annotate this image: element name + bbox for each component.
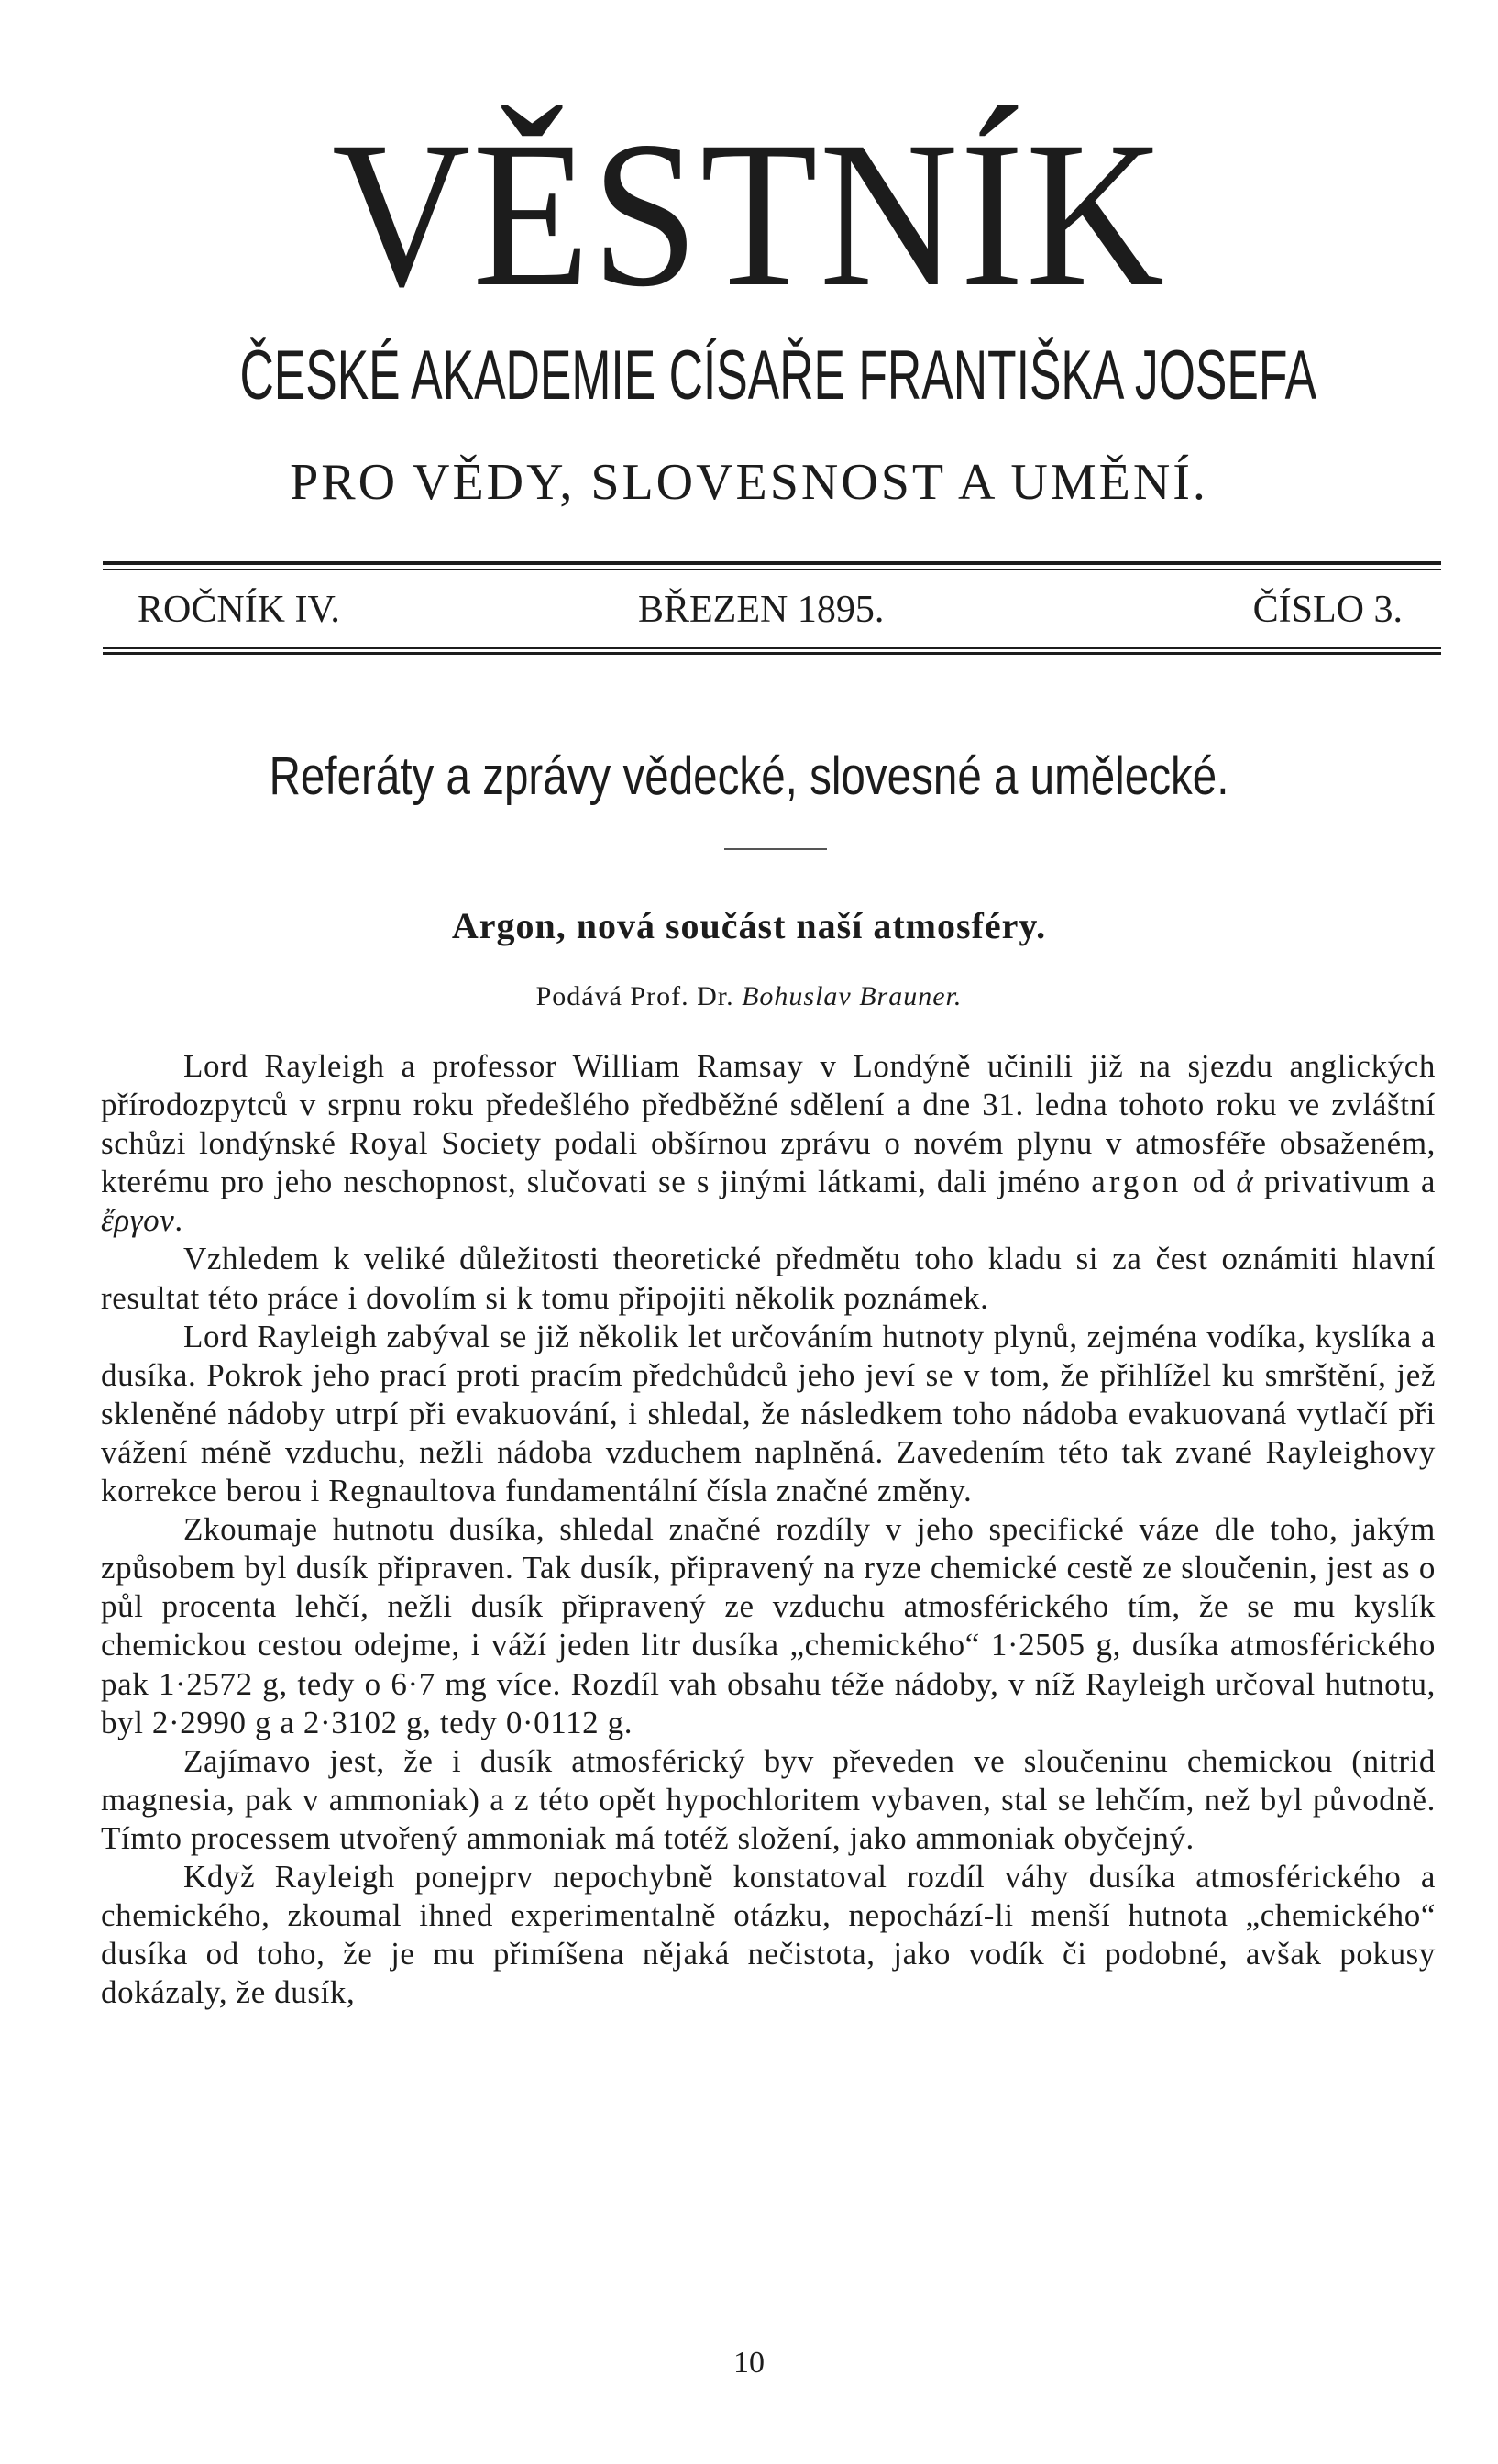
section-heading: Referáty a zprávy vědecké, slovesné a umělecké. <box>269 746 1229 806</box>
paragraph-6: Když Rayleigh ponejprv nepochybně konstatoval rozdíl váhy dusíka atmosférického a chemického, zkoumal ihned experimentalně otázku, nepochází-li menší hutnota „chemického“ dusíka od toho, že je mu přimíšena nějaká nečistota, jako vodík či podobné, avšak pokusy dokázaly, že dusík, <box>101 1858 1436 2011</box>
greek-alpha: ἀ <box>1236 1164 1254 1200</box>
byline-author: Bohuslav Brauner. <box>742 981 963 1011</box>
issue-volume: ROČNÍK IV. <box>138 589 340 631</box>
paragraph-5: Zajímavo jest, že i dusík atmosférický byv převeden ve sloučeninu chemickou (nitrid magnesia, pak v ammoniak) a z této opět hypochloritem vybaven, stal se lehčím, než byl původně. Tímto processem utvořený ammoniak má totéž složení, jako ammoniak obyčejný. <box>101 1742 1436 1856</box>
issue-number: ČÍSLO 3. <box>1252 589 1403 631</box>
paragraph-4: Zkoumaje hutnotu dusíka, shledal značné rozdíly v jeho specifické váze dle toho, jakým způsobem byl dusík připraven. Tak dusík, připravený na ryze chemické cestě ze sloučenin, jest as o půl procenta lehčí, nežli dusík připravený ze vzduchu atmosférického tím, že se mu kyslík chemickou cestou odejme, i váží jeden litr dusíka „chemického“ 1·2505 g, dusíka atmosférického pak 1·2572 g, tedy o 6·7 mg více. Rozdíl vah obsahu téže nádoby, v níž Rayleigh určoval hutnotu, byl 2·2990 g a 2·3102 g, tedy 0·0112 g. <box>101 1511 1436 1740</box>
header-rule-bottom-thin <box>103 647 1441 649</box>
paragraph-1-text-b: od <box>1182 1164 1237 1200</box>
header-rule-top <box>103 561 1441 565</box>
header-rule-bottom <box>103 652 1441 655</box>
page-number: 10 <box>733 2346 765 2380</box>
article-body <box>101 1047 1436 2012</box>
masthead-title: VĚSTNÍK <box>331 99 1167 330</box>
header-rule-top-thin <box>103 569 1441 570</box>
issue-info-row <box>138 587 1421 633</box>
greek-ergon: ἔργον <box>101 1202 175 1239</box>
issue-date: BŘEZEN 1895. <box>638 589 885 631</box>
paragraph-1-text-c: privativum a <box>1253 1164 1437 1200</box>
paragraph-1 <box>101 1047 1436 1240</box>
paragraph-3: Lord Rayleigh zabýval se již několik let určováním hutnoty plynů, zejména vodíka, kyslíka a dusíka. Pokrok jeho prací proti pracím předchůdců jeho jeví se v tom, že přihlížel ku smrštění, jež skleněné nádoby utrpí při evakuování, i shledal, že následkem toho nádoba evakuovaná vytlačí při vážení méně vzduchu, nežli nádoba vzduchem naplněná. Zavedením této tak zvané Rayleighovy korrekce berou i Regnaultova fundamentální čísla značné změny. <box>101 1318 1436 1509</box>
article-byline <box>0 983 1498 1011</box>
paragraph-1-text: Lord Rayleigh a professor William Ramsay v Londýně učinili již na sjezdu anglických přírodozpytců v srpnu roku předešlého předběžné sdělení a dne 31. ledna tohoto roku ve zvláštní schůzi londýnské Royal Society podali obšírnou zprávu o novém plynu v atmosféře obsaženém, kterému pro jeho neschopnost, slučovati se s jinými látkami, dali jméno <box>101 1048 1436 1200</box>
paragraph-2: Vzhledem k veliké důležitosti theoretické předmětu toho kladu si za čest oznámiti hlavní resultat této práce i dovolím si k tomu připojiti několik poznámek. <box>101 1241 1436 1316</box>
byline-prefix: Podává Prof. Dr. <box>535 981 743 1011</box>
masthead-subtitle: ČESKÉ AKADEMIE CÍSAŘE FRANTIŠKA JOSEFA <box>239 337 1317 414</box>
paragraph-1-text-d: . <box>174 1202 183 1239</box>
term-argon: argon <box>1091 1164 1183 1200</box>
masthead-subtitle-2: PRO VĚDY, SLOVESNOST A UMĚNÍ. <box>290 454 1208 511</box>
section-divider <box>724 848 827 850</box>
article-title: Argon, nová součást naší atmosféry. <box>451 905 1047 946</box>
